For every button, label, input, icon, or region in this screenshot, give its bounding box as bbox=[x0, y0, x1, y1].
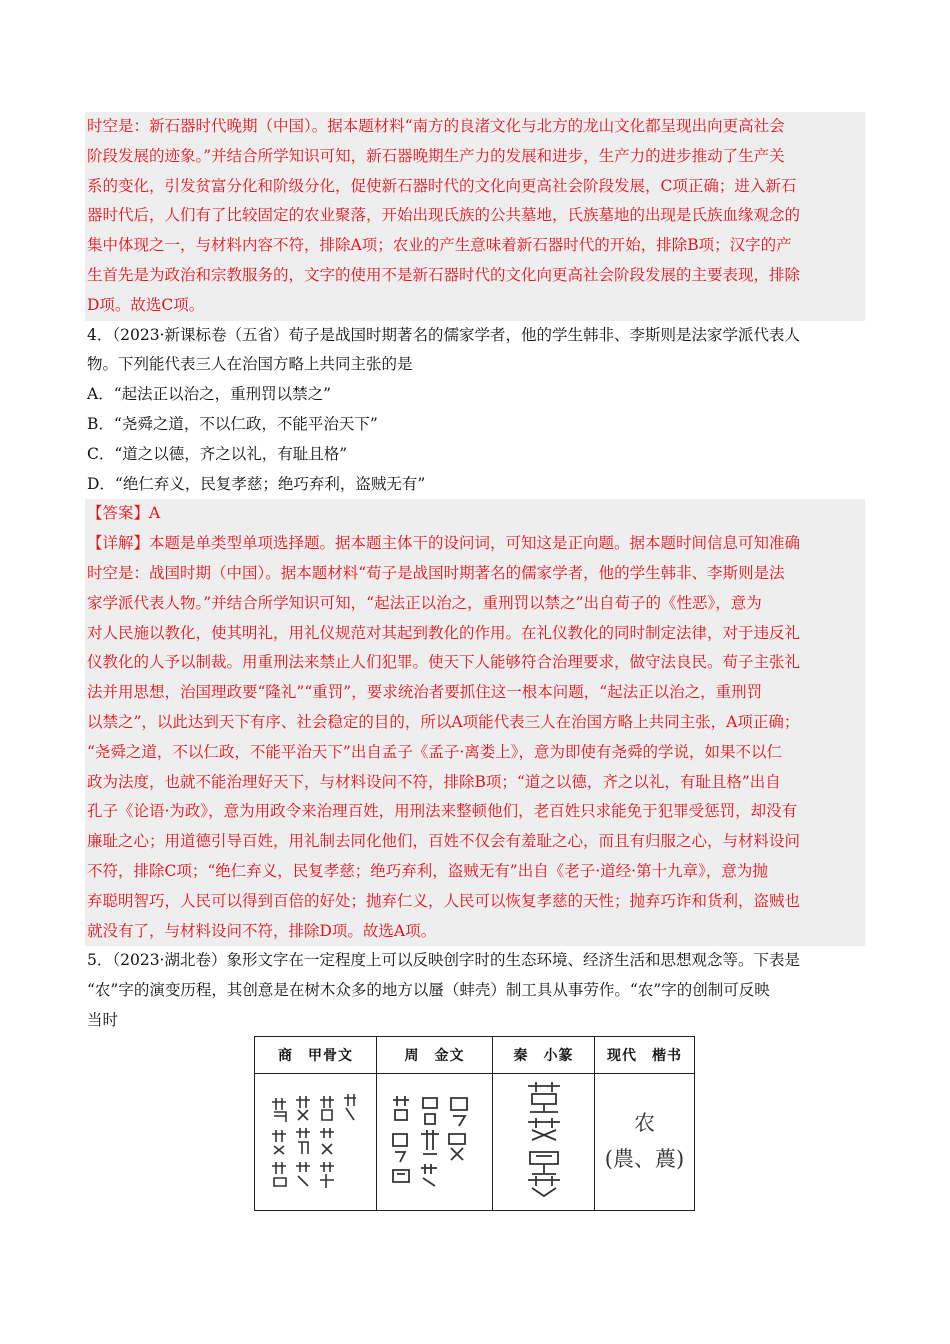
oracle-bone-glyphs-icon bbox=[266, 1090, 366, 1190]
question-stem-line: 物。下列能代表三人在治国方略上共同主张的是 bbox=[87, 355, 413, 374]
question-4 bbox=[87, 321, 865, 500]
oracle-bone-glyphs-image bbox=[255, 1074, 377, 1211]
question-stem-line: 4．（2023·新课标卷（五省）荀子是战国时期著名的儒家学者，他的学生韩非、李斯则是法家学派代表人 bbox=[87, 325, 800, 344]
explanation-line: 就没有了，与材料设问不符，排除D项。故选A项。 bbox=[87, 921, 437, 940]
header-modern-regular: 现代 楷书 bbox=[595, 1037, 695, 1074]
small-seal-glyphs-icon bbox=[514, 1080, 574, 1200]
option-c: C．“道之以德，齐之以礼，有耻且格” bbox=[87, 444, 348, 463]
explanation-line: 【详解】本题是单类型单项选择题。据本题主体干的设问词，可知这是正向题。据本题时间信息可知准确 bbox=[87, 534, 801, 553]
explanation-line: 阶段发展的迹象。”并结合所学知识可知，新石器晚期生产力的发展和进步，生产力的进步推动了生产关 bbox=[87, 146, 785, 165]
modern-character: 农 bbox=[634, 1111, 655, 1136]
character-evolution-table bbox=[254, 1036, 694, 1211]
explanation-line: 法并用思想，治国理政要“隆礼”“重罚”，要求统治者要抓住这一根本问题，“起法正以治之，重刑罚 bbox=[87, 683, 763, 702]
modern-variant-characters: (農、蕽) bbox=[604, 1147, 685, 1171]
modern-character-cell bbox=[595, 1074, 695, 1211]
explanation-line: 仪教化的人予以制裁。用重刑法来禁止人们犯罪。使天下人能够符合治理要求，做守法良民。荀子主张礼 bbox=[87, 653, 801, 672]
answer-line: 【答案】A bbox=[87, 504, 161, 523]
explanation-line: D项。故选C项。 bbox=[87, 295, 205, 314]
header-shang-oracle-bone: 商 甲骨文 bbox=[255, 1037, 377, 1074]
explanation-line: 家学派代表人物。”并结合所学知识可知，“起法正以治之，重刑罚以禁之”出自荀子的《性恶》，意为 bbox=[87, 593, 762, 612]
explanation-line: 系的变化，引发贫富分化和阶级分化，促使新石器时代的文化向更高社会阶段发展，C项正确；进入新石 bbox=[87, 176, 797, 195]
explanation-line: 孔子《论语·为政》，意为用政令来治理百姓，用刑法来整顿他们，老百姓只求能免于犯罪受惩罚，却没有 bbox=[87, 802, 798, 821]
question-stem-line: 当时 bbox=[87, 1010, 119, 1029]
option-b: B．“尧舜之道，不以仁政，不能平治天下” bbox=[87, 414, 378, 433]
explanation-line: 廉耻之心；用道德引导百姓，用礼制去同化他们，百姓不仅会有羞耻之心，而且有归服之心，与材料设问 bbox=[87, 832, 801, 851]
explanation-line: 生首先是为政治和宗教服务的，文字的使用不是新石器时代的文化向更高社会阶段发展的主要表现，排除 bbox=[87, 265, 801, 284]
header-zhou-bronze: 周 金文 bbox=[377, 1037, 493, 1074]
question-4-answer-block bbox=[85, 499, 865, 946]
question-stem-line: “农”字的演变历程，其创意是在树木众多的地方以蜃（蚌壳）制工具从事劳作。“农”字的创制可反映 bbox=[87, 981, 770, 1000]
explanation-line: 器时代后，人们有了比较固定的农业聚落，开始出现氏族的公共墓地，氏族墓地的出现是氏族血缘观念的 bbox=[87, 206, 801, 225]
option-d: D．“绝仁弃义，民复孝慈；绝巧弃利，盗贼无有” bbox=[87, 474, 426, 493]
explanation-line: 时空是：战国时期（中国）。据本题材料“荀子是战国时期著名的儒家学者，他的学生韩非、李斯则是法 bbox=[87, 563, 785, 582]
header-qin-small-seal: 秦 小篆 bbox=[493, 1037, 595, 1074]
explanation-line: 政为法度，也就不能治理好天下，与材料设问不符，排除B项；“道之以德，齐之以礼，有耻且格”出自 bbox=[87, 772, 781, 791]
option-a: A．“起法正以治之，重刑罚以禁之” bbox=[87, 385, 332, 404]
explanation-line: 集中体现之一，与材料内容不符，排除A项；农业的产生意味着新石器时代的开始，排除B项；汉字的产 bbox=[87, 236, 792, 255]
explanation-line: 时空是：新石器时代晚期（中国）。据本题材料“南方的良渚文化与北方的龙山文化都呈现出向更高社会 bbox=[87, 117, 785, 135]
small-seal-glyphs-image bbox=[493, 1074, 595, 1211]
bronze-glyphs-icon bbox=[387, 1090, 483, 1190]
explanation-line: “尧舜之道，不以仁政，不能平治天下”出自孟子《孟子·离娄上》，意为即使有尧舜的学说，如果不以仁 bbox=[87, 742, 783, 761]
previous-question-explanation bbox=[85, 112, 865, 321]
explanation-line: 不符，排除C项；“绝仁弃义，民复孝慈；绝巧弃利，盗贼无有”出自《老子·道经·第十九章》，意为抛 bbox=[87, 861, 768, 880]
question-5 bbox=[87, 946, 865, 1035]
explanation-line: 对人民施以教化，使其明礼，用礼仪规范对其起到教化的作用。在礼仪教化的同时制定法律，对于违反礼 bbox=[87, 623, 801, 642]
bronze-glyphs-image bbox=[377, 1074, 493, 1211]
explanation-line: 弃聪明智巧，人民可以得到百倍的好处；抛弃仁义，人民可以恢复孝慈的天性；抛弃巧诈和货利，盗贼也 bbox=[87, 891, 801, 910]
question-stem-line: 5．（2023·湖北卷）象形文字在一定程度上可以反映创字时的生态环境、经济生活和思想观念等。下表是 bbox=[87, 951, 800, 970]
explanation-line: 以禁之”，以此达到天下有序、社会稳定的目的，所以A项能代表三人在治国方略上共同主张，A项正确； bbox=[87, 712, 800, 731]
document-page bbox=[87, 112, 865, 1036]
